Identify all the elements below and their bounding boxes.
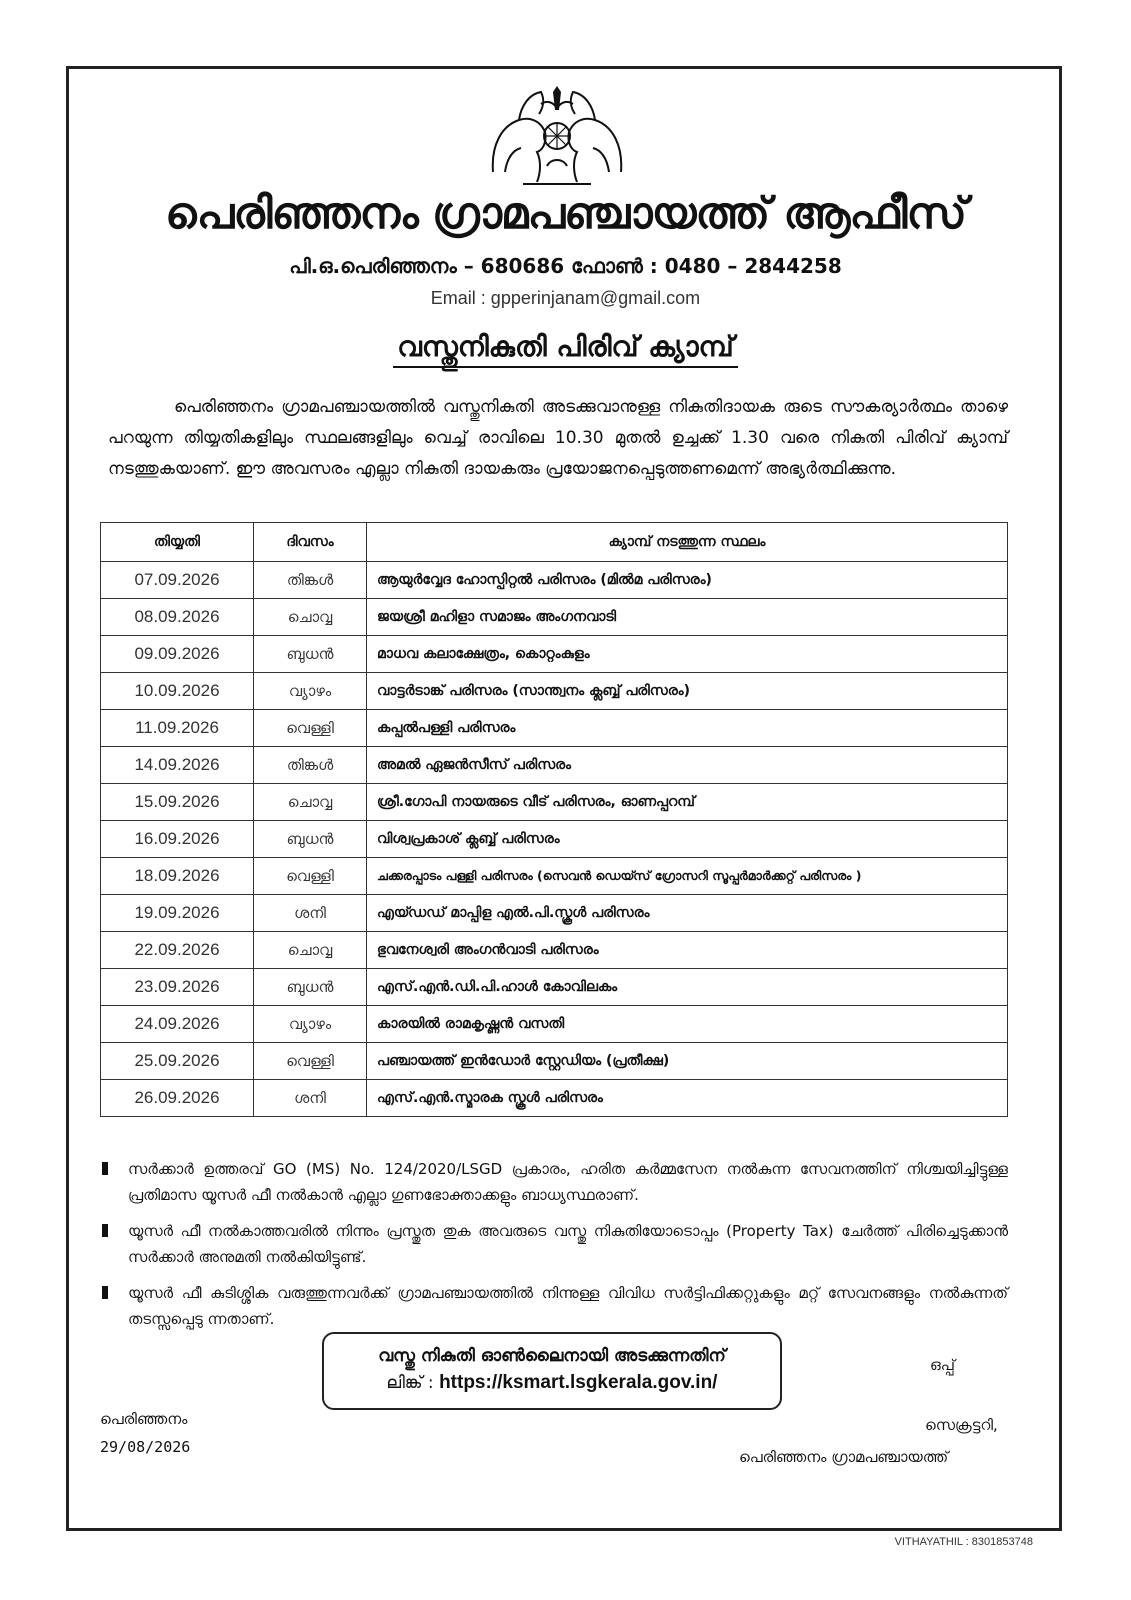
row-place: മാധവ കലാക്ഷേത്രം, കൊറ്റംകുളം [367, 636, 1008, 673]
designation-label: സെക്രട്ടറി, [925, 1416, 998, 1434]
table-row [101, 562, 1008, 599]
row-day: ചൊവ്വ [254, 932, 367, 969]
row-place: വിശ്വപ്രകാശ് ക്ലബ്ബ് പരിസരം [367, 821, 1008, 858]
row-day: വെള്ളി [254, 858, 367, 895]
row-place: ശ്രീ.ഗോപി നായരുടെ വീട് പരിസരം, ഓണപ്പറമ്പ് [367, 784, 1008, 821]
link-prefix: ലിങ്ക് : [386, 1373, 434, 1393]
table-row [101, 895, 1008, 932]
notice-subtitle: വസ്തുനികുതി പിരിവ് ക്യാമ്പ് [393, 330, 737, 368]
notes-list [100, 1156, 1008, 1342]
row-date: 11.09.2026 [101, 710, 254, 747]
table-row [101, 599, 1008, 636]
row-place: അമൽ ഏജൻസീസ് പരിസരം [367, 747, 1008, 784]
row-place: കപ്പൽപള്ളി പരിസരം [367, 710, 1008, 747]
header-day: ദിവസം [254, 523, 367, 562]
office-address: പി.ഒ.പെരിഞ്ഞനം – 680686 ഫോൺ : 0480 – 2844258 [289, 254, 842, 278]
row-date: 14.09.2026 [101, 747, 254, 784]
row-day: തിങ്കൾ [254, 562, 367, 599]
table-row [101, 673, 1008, 710]
table-row [101, 1043, 1008, 1080]
row-place: ചക്കരപ്പാടം പള്ളി പരിസരം (സെവൻ ഡെയ്സ് ഗ്രോസറി സൂപ്പർമാർക്കറ്റ് പരിസരം ) [367, 858, 1008, 895]
row-date: 19.09.2026 [101, 895, 254, 932]
bullet-icon [102, 1286, 108, 1299]
online-payment-label: വസ്തു നികുതി ഓൺലൈനായി അടക്കുന്നതിന് [378, 1346, 726, 1366]
row-place: ജയശ്രീ മഹിളാ സമാജം അംഗനവാടി [367, 599, 1008, 636]
intro-paragraph: പെരിഞ്ഞനം ഗ്രാമപഞ്ചായത്തിൽ വസ്തുനികുതി അടക്കുവാനുള്ള നികുതിദായക രുടെ സൗകര്യാർത്ഥം താഴെ പറയുന്ന തിയ്യതികളിലും സ്ഥലങ്ങളിലും വെച്ച് രാവിലെ 10.30 മുതൽ ഉച്ചക്ക് 1.30 വരെ നികുതി പിരിവ് ക്യാമ്പ് നടത്തുകയാണ്. ഈ അവസരം എല്ലാ നികുതി ദായകരും പ്രയോജനപ്പെടുത്തണമെന്ന് അഭ്യർത്ഥിക്കുന്നു. [108, 397, 1008, 479]
kerala-emblem-icon [483, 86, 631, 190]
table-row [101, 747, 1008, 784]
note-item [100, 1280, 1008, 1332]
row-date: 07.09.2026 [101, 562, 254, 599]
row-date: 26.09.2026 [101, 1080, 254, 1117]
note-item [100, 1156, 1008, 1208]
note-text: സർക്കാർ ഉത്തരവ് GO (MS) No. 124/2020/LSGD പ്രകാരം, ഹരിത കർമ്മസേന നൽകുന്ന സേവനത്തിന് നിശ്ചയിച്ചിട്ടുള്ള പ്രതിമാസ യൂസർ ഫീ നൽകാൻ എല്ലാ ഗുണഭോക്താക്കളും ബാധ്യസ്ഥരാണ്. [128, 1160, 1008, 1204]
row-place: കാരയിൽ രാമകൃഷ്ണൻ വസതി [367, 1006, 1008, 1043]
bullet-icon [102, 1162, 108, 1175]
row-place: എയ്ഡഡ് മാപ്പിള എൽ.പി.സ്കൂൾ പരിസരം [367, 895, 1008, 932]
table-row [101, 636, 1008, 673]
row-date: 25.09.2026 [101, 1043, 254, 1080]
row-date: 10.09.2026 [101, 673, 254, 710]
header-place: ക്യാമ്പ് നടത്തുന്ന സ്ഥലം [367, 523, 1008, 562]
table-row [101, 969, 1008, 1006]
table-row [101, 1006, 1008, 1043]
row-day: വെള്ളി [254, 710, 367, 747]
table-row [101, 710, 1008, 747]
office-email: Email : gpperinjanam@gmail.com [430, 288, 701, 308]
row-day: ചൊവ്വ [254, 599, 367, 636]
link-line [324, 1372, 780, 1394]
signature-label: ഒപ്പ് [930, 1356, 955, 1374]
bullet-icon [102, 1224, 108, 1237]
row-date: 24.09.2026 [101, 1006, 254, 1043]
row-day: തിങ്കൾ [254, 747, 367, 784]
note-text: യൂസർ ഫീ നൽകാത്തവരിൽ നിന്നും പ്രസ്തുത തുക അവരുടെ വസ്തു നികുതിയോടൊപ്പം (Property Tax) ചേർത്ത് പിരിച്ചെടുക്കാൻ സർക്കാർ അനുമതി നൽകിയിട്ടുണ്ട്. [128, 1222, 1008, 1266]
row-day: ബുധൻ [254, 821, 367, 858]
row-date: 08.09.2026 [101, 599, 254, 636]
ksmart-link[interactable]: https://ksmart.lsgkerala.gov.in/ [439, 1372, 718, 1393]
row-date: 18.09.2026 [101, 858, 254, 895]
row-date: 22.09.2026 [101, 932, 254, 969]
row-day: വ്യാഴം [254, 1006, 367, 1043]
row-place: എസ്.എൻ.ഡി.പി.ഹാൾ കോവിലകം [367, 969, 1008, 1006]
printer-credit: VITHAYATHIL : 8301853748 [894, 1536, 1033, 1548]
table-row [101, 858, 1008, 895]
row-date: 16.09.2026 [101, 821, 254, 858]
row-place: ഭുവനേശ്വരി അംഗൻവാടി പരിസരം [367, 932, 1008, 969]
row-day: ബുധൻ [254, 969, 367, 1006]
row-place: പഞ്ചായത്ത് ഇൻഡോർ സ്റ്റേഡിയം (പ്രതീക്ഷ) [367, 1043, 1008, 1080]
row-date: 15.09.2026 [101, 784, 254, 821]
row-place: എസ്.എൻ.സ്മാരക സ്കൂൾ പരിസരം [367, 1080, 1008, 1117]
note-text: യൂസർ ഫീ കുടിശ്ശിക വരുത്തുന്നവർക്ക് ഗ്രാമപഞ്ചായത്തിൽ നിന്നുള്ള വിവിധ സർട്ടിഫിക്കറ്റുകളും മറ്റ് സേവനങ്ങളും നൽകുന്നത് തടസ്സപ്പെടു ന്നതാണ്. [128, 1284, 1008, 1328]
date-label: 29/08/2026 [100, 1438, 191, 1456]
row-day: വെള്ളി [254, 1043, 367, 1080]
table-row [101, 821, 1008, 858]
row-day: ശനി [254, 895, 367, 932]
row-date: 23.09.2026 [101, 969, 254, 1006]
office-title: പെരിഞ്ഞനം ഗ്രാമപഞ്ചായത്ത് ആഫീസ് [165, 188, 966, 239]
header-date: തിയ്യതി [101, 523, 254, 562]
row-place: ആയുർവ്വേദ ഹോസ്പിറ്റൽ പരിസരം (മിൽമ പരിസരം) [367, 562, 1008, 599]
place-label: പെരിഞ്ഞനം [100, 1410, 188, 1428]
row-place: വാട്ടർടാങ്ക് പരിസരം (സാന്ത്വനം ക്ലബ്ബ് പരിസരം) [367, 673, 1008, 710]
row-date: 09.09.2026 [101, 636, 254, 673]
office-signoff: പെരിഞ്ഞനം ഗ്രാമപഞ്ചായത്ത് [739, 1448, 949, 1466]
online-payment-box [322, 1332, 782, 1410]
table-row [101, 784, 1008, 821]
row-day: ശനി [254, 1080, 367, 1117]
table-header-row [101, 523, 1008, 562]
note-item [100, 1218, 1008, 1270]
row-day: ബുധൻ [254, 636, 367, 673]
table-row [101, 932, 1008, 969]
table-row [101, 1080, 1008, 1117]
camp-schedule-table [100, 522, 1008, 1117]
row-day: വ്യാഴം [254, 673, 367, 710]
row-day: ചൊവ്വ [254, 784, 367, 821]
